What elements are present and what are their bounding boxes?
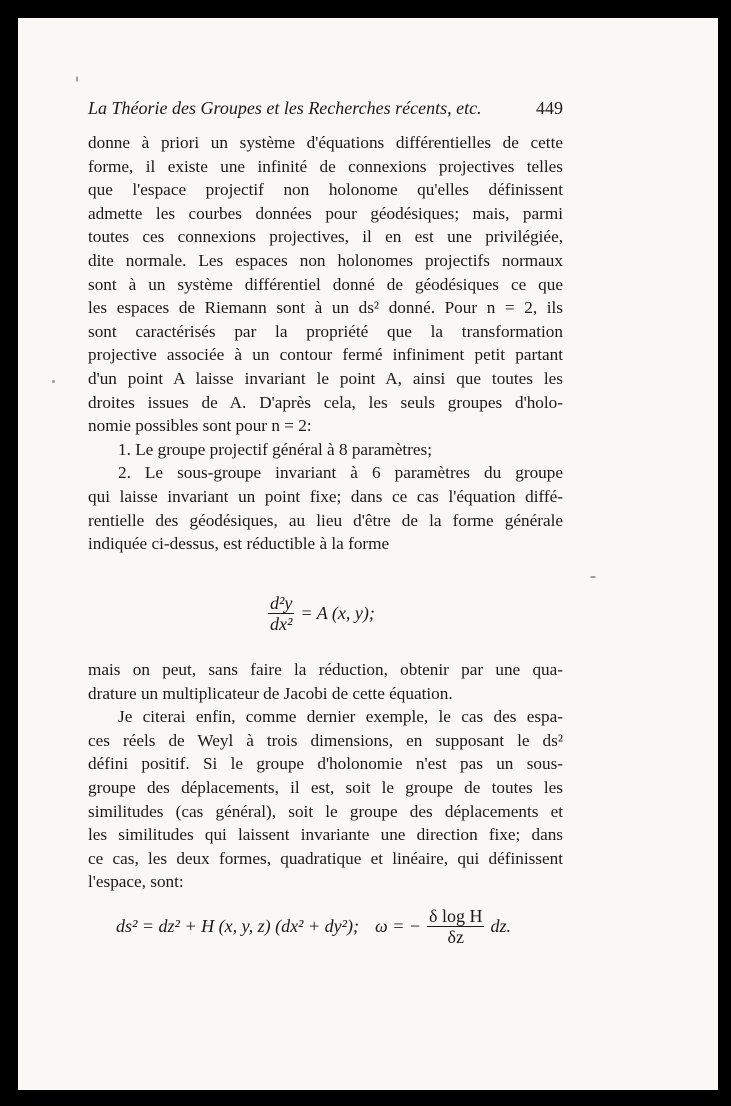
body-text [88, 131, 563, 556]
equation-tail: dz. [490, 916, 511, 936]
text-line: l'espace, sont: [88, 872, 184, 892]
text-line: Je citerai enfin, comme dernier exemple, le cas des espa- [118, 707, 563, 727]
text-line: sont caractérisés par la propriété que la transformation [88, 321, 563, 341]
fraction-numerator: δ log H [429, 906, 483, 926]
book-page [18, 18, 718, 1090]
paragraph [88, 131, 563, 438]
text-line: les similitudes qui laissent invariante une direction fixe; dans [88, 825, 563, 845]
page-number: 449 [536, 98, 563, 118]
fraction [268, 593, 294, 634]
fraction-denominator: dx² [270, 614, 293, 634]
text-line: similitudes (cas général), soit le groupe des déplacements et [88, 801, 563, 821]
paper-speck [76, 76, 78, 82]
text-line: dite normale. Les espaces non holonomes projectifs normaux [88, 250, 563, 270]
text-line: ce cas, les deux formes, quadratique et linéaire, qui définissent [88, 848, 563, 868]
text-line: ces réels de Weyl à trois dimensions, en supposant le ds² [88, 730, 563, 750]
fraction-numerator: d²y [270, 593, 293, 613]
text-line: donne à priori un système d'équations différentielles de cette [88, 133, 563, 152]
text-line: défini positif. Si le groupe d'holonomie n'est pas un sous- [88, 754, 563, 774]
equation-omega: ω = − [374, 916, 421, 936]
text-line: que l'espace projectif non holonome qu'elles définissent [88, 180, 563, 200]
paper-speck [590, 576, 596, 578]
equation-quadratic-form: ds² = dz² + H (x, y, z) (dx² + dy²); [116, 916, 359, 936]
running-header: La Théorie des Groupes et les Recherches récents, etc. [88, 98, 482, 118]
text-line: projective associée à un contour fermé infiniment petit partant [88, 345, 563, 365]
paragraph [88, 705, 563, 894]
equation-rhs: = A (x, y); [300, 603, 375, 623]
text-line: toutes ces connexions projectives, il en est une privilégiée, [88, 227, 563, 247]
text-line: admette les courbes données pour géodésiques; mais, parmi [88, 203, 563, 223]
text-line: forme, il existe une infinité de connexions projectives telles [88, 156, 563, 176]
paragraph [88, 658, 563, 705]
body-text-2 [88, 658, 563, 894]
text-line: indiquée ci-dessus, est réductible à la forme [88, 534, 390, 554]
text-line: groupe des déplacements, il est, soit le groupe de toutes les [88, 777, 563, 797]
text-line: nomie possibles sont pour n = 2: [88, 416, 312, 436]
fraction-denominator: δz [447, 927, 464, 947]
paper-speck [52, 380, 55, 383]
text-line: 2. Le sous-groupe invariant à 6 paramètres du groupe [118, 463, 563, 483]
text-line: d'un point A laisse invariant le point A, ainsi que toutes les [88, 368, 563, 388]
text-line: rentielle des géodésiques, au lieu d'être de la forme générale [88, 510, 563, 530]
equation-weyl-forms [116, 906, 511, 947]
text-line: qui laisse invariant un point fixe; dans ce cas l'équation diffé- [88, 486, 563, 506]
list-item-1: 1. Le groupe projectif général à 8 paramètres; [118, 439, 432, 459]
text-line: mais on peut, sans faire la réduction, obtenir par une qua- [88, 660, 563, 679]
equation-geodesics [268, 593, 375, 634]
text-line: droites issues de A. D'après cela, les seuls groupes d'holo- [88, 392, 563, 412]
fraction [427, 906, 484, 947]
text-line: les espaces de Riemann sont à un ds² donné. Pour n = 2, ils [88, 298, 563, 318]
text-line: drature un multiplicateur de Jacobi de cette équation. [88, 683, 453, 703]
text-line: sont à un système différentiel donné de géodésiques ce que [88, 274, 563, 294]
list-item-2 [88, 461, 563, 555]
